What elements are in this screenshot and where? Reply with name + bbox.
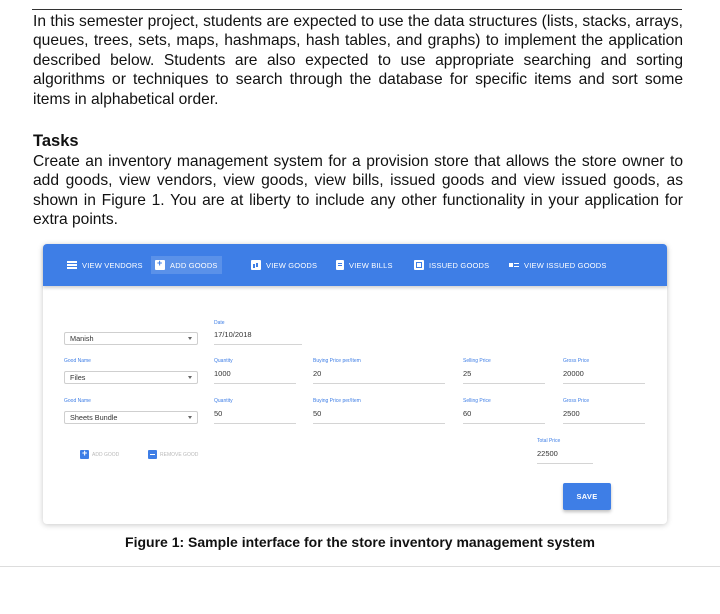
total-price-label: Total Price: [537, 438, 561, 444]
tasks-heading: Tasks: [33, 132, 79, 150]
quantity-field[interactable]: 1000: [214, 369, 296, 384]
view-list-icon: [509, 260, 519, 270]
figure-caption: Figure 1: Sample interface for the store inventory management system: [125, 534, 595, 550]
add-box-icon: [155, 260, 165, 270]
vendor-select-value: Manish: [70, 334, 94, 343]
remove-good-label: REMOVE GOOD: [160, 451, 199, 458]
chevron-down-icon: [188, 337, 192, 340]
minus-icon: [148, 450, 157, 459]
good-name-value: Files: [70, 373, 86, 382]
top-nav-bar: [43, 244, 667, 286]
nav-label: ADD GOODS: [170, 260, 218, 270]
selling-price-field[interactable]: 60: [463, 409, 545, 424]
vendor-select[interactable]: [64, 332, 198, 345]
total-price-field: 22500: [537, 449, 593, 464]
good-name-value: Sheets Bundle: [70, 413, 118, 422]
good-name-label: Good Name: [64, 398, 91, 404]
date-field[interactable]: 17/10/2018: [214, 330, 302, 345]
page-bottom-rule: [0, 566, 720, 567]
nav-view-vendors[interactable]: [67, 258, 143, 272]
add-good-button[interactable]: [80, 450, 119, 459]
chevron-down-icon: [188, 416, 192, 419]
document-icon: [336, 260, 344, 270]
nav-view-bills[interactable]: [336, 258, 393, 272]
nav-view-issued-goods[interactable]: [509, 258, 607, 272]
selling-price-field[interactable]: 25: [463, 369, 545, 384]
selling-price-label: Selling Price: [463, 358, 491, 364]
good-name-select[interactable]: [64, 371, 198, 384]
nav-label: VIEW ISSUED GOODS: [524, 260, 607, 270]
nav-issued-goods[interactable]: [414, 258, 489, 272]
good-name-select[interactable]: [64, 411, 198, 424]
tasks-paragraph: Create an inventory management system for a provision store that allows the store owner to add goods, view vendors, view goods, view bills, issued goods and view issued goods, as shown in Figure 1. You are at liberty to include any other functionality in your application for extra points.: [33, 153, 683, 229]
gross-price-field: 20000: [563, 369, 645, 384]
buying-price-field[interactable]: 20: [313, 369, 445, 384]
nav-add-goods[interactable]: [151, 256, 222, 274]
chart-icon: [251, 260, 261, 270]
sample-interface-figure: [43, 244, 667, 524]
gross-price-label: Gross Price: [563, 398, 590, 404]
buying-price-label: Buying Price per/Item: [313, 358, 361, 364]
quantity-field[interactable]: 50: [214, 409, 296, 424]
nav-label: ISSUED GOODS: [429, 260, 490, 270]
nav-view-goods[interactable]: [251, 258, 317, 272]
nav-label: VIEW BILLS: [349, 260, 393, 270]
add-good-label: ADD GOOD: [92, 451, 120, 458]
date-label: Date: [214, 320, 225, 326]
page-top-rule: [32, 9, 682, 10]
chevron-down-icon: [188, 376, 192, 379]
intro-paragraph: In this semester project, students are expected to use the data structures (lists, stacks, arrays, queues, trees, sets, maps, hashmaps, hash tables, and graphs) to implement the application described below. Students are also expected to use appropriate searching and sorting algorithms or techniques to search through the database for specific items and sort some items in alphabetical order.: [33, 13, 683, 108]
outbox-icon: [414, 260, 424, 270]
selling-price-label: Selling Price: [463, 398, 491, 404]
good-name-label: Good Name: [64, 358, 91, 364]
nav-label: VIEW GOODS: [266, 260, 318, 270]
gross-price-label: Gross Price: [563, 358, 590, 364]
buying-price-label: Buying Price per/Item: [313, 398, 361, 404]
gross-price-field: 2500: [563, 409, 645, 424]
list-icon: [67, 260, 77, 270]
quantity-label: Quantity: [214, 358, 233, 364]
plus-icon: [80, 450, 89, 459]
quantity-label: Quantity: [214, 398, 233, 404]
save-button[interactable]: SAVE: [563, 483, 611, 510]
nav-label: VIEW VENDORS: [82, 260, 143, 270]
buying-price-field[interactable]: 50: [313, 409, 445, 424]
remove-good-button[interactable]: [148, 450, 198, 459]
